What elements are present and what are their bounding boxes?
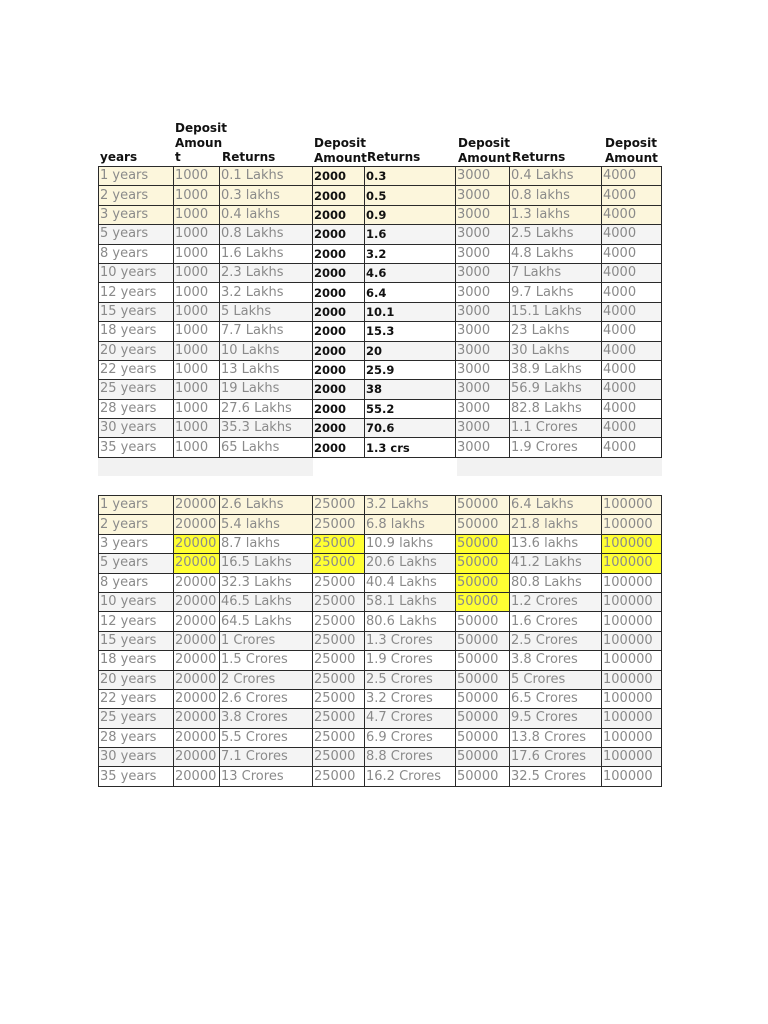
- table-cell: 2000: [313, 283, 365, 302]
- table-row: [99, 592, 662, 611]
- table-cell: 5 Crores: [510, 670, 602, 689]
- table-cell: 4000: [602, 244, 662, 263]
- table-cell: 2000: [313, 263, 365, 282]
- table-cell: 13 Lakhs: [220, 360, 313, 379]
- table-cell: 2.5 Crores: [365, 670, 456, 689]
- table-cell: 1000: [174, 205, 220, 224]
- table-cell: 25000: [313, 651, 365, 670]
- table-cell: 1000: [174, 283, 220, 302]
- table-cell: 2000: [313, 205, 365, 224]
- table-cell: 46.5 Lakhs: [220, 592, 313, 611]
- table-cell: 6.4 Lakhs: [510, 496, 602, 515]
- table-row: [99, 322, 662, 341]
- header-deposit-1-line1: Deposit: [175, 121, 227, 135]
- header-deposit-3-line2: Amount: [458, 150, 511, 165]
- table-cell: 13.6 lakhs: [510, 534, 602, 553]
- table-cell: 20000: [174, 631, 220, 650]
- table-cell: 1.1 Crores: [510, 419, 602, 438]
- table-cell: 21.8 lakhs: [510, 515, 602, 534]
- table-cell: 1000: [174, 360, 220, 379]
- table-cell: 22 years: [99, 689, 174, 708]
- table-cell: 25 years: [99, 709, 174, 728]
- table-cell: 100000: [602, 651, 662, 670]
- table-cell: 100000: [602, 767, 662, 786]
- table-cell: 20000: [174, 573, 220, 592]
- table-cell: 50000: [456, 592, 510, 611]
- table-cell: 0.8 lakhs: [510, 186, 602, 205]
- table-cell: 2000: [313, 167, 365, 186]
- table-cell: 25000: [313, 592, 365, 611]
- table-row: [99, 670, 662, 689]
- table-cell: 50000: [456, 554, 510, 573]
- table-cell: 4.8 Lakhs: [510, 244, 602, 263]
- table-cell: 3000: [456, 244, 510, 263]
- table-cell: 7 Lakhs: [510, 263, 602, 282]
- header-deposit-1-line2: Amoun: [175, 135, 223, 150]
- table-cell: 20000: [174, 709, 220, 728]
- table-cell: 20000: [174, 748, 220, 767]
- table-cell: 19 Lakhs: [220, 380, 313, 399]
- table-cell: 2 Crores: [220, 670, 313, 689]
- table-cell: 1000: [174, 186, 220, 205]
- table-cell: 4000: [602, 322, 662, 341]
- table-cell: 10 years: [99, 592, 174, 611]
- table-cell: 2000: [313, 360, 365, 379]
- table-cell: 3000: [456, 360, 510, 379]
- table-cell: 0.9: [365, 205, 456, 224]
- table-row: [99, 651, 662, 670]
- table-cell: 5.4 lakhs: [220, 515, 313, 534]
- table-cell: 1000: [174, 419, 220, 438]
- table-row: [99, 302, 662, 321]
- table-cell: 1.6 Crores: [510, 612, 602, 631]
- table-cell: 2000: [313, 380, 365, 399]
- table-row: [99, 263, 662, 282]
- table-cell: 2000: [313, 322, 365, 341]
- table-cell: 50000: [456, 612, 510, 631]
- table-cell: 55.2: [365, 399, 456, 418]
- table-cell: 100000: [602, 631, 662, 650]
- table-cell: 25000: [313, 709, 365, 728]
- table-cell: 0.3: [365, 167, 456, 186]
- table-cell: 1000: [174, 302, 220, 321]
- table-cell: 2000: [313, 186, 365, 205]
- table-cell: 2.5 Crores: [510, 631, 602, 650]
- table-cell: 4000: [602, 205, 662, 224]
- table-cell: 100000: [602, 515, 662, 534]
- table-cell: 8 years: [99, 244, 174, 263]
- table-cell: 50000: [456, 728, 510, 747]
- table-cell: 2 years: [99, 515, 174, 534]
- header-deposit-4-line1: Deposit: [605, 136, 657, 150]
- table-cell: 3 years: [99, 534, 174, 553]
- table-cell: 4000: [602, 302, 662, 321]
- table-cell: 100000: [602, 670, 662, 689]
- table-cell: 9.5 Crores: [510, 709, 602, 728]
- table-row: [99, 554, 662, 573]
- table-cell: 17.6 Crores: [510, 748, 602, 767]
- table-cell: 100000: [602, 554, 662, 573]
- table-cell: 25 years: [99, 380, 174, 399]
- table-cell: 3.2: [365, 244, 456, 263]
- header-deposit-2-line2: Amount: [314, 150, 367, 165]
- table-cell: 5 years: [99, 225, 174, 244]
- table-row: [99, 631, 662, 650]
- table-cell: 8.7 lakhs: [220, 534, 313, 553]
- table-cell: 1 Crores: [220, 631, 313, 650]
- table-cell: 80.8 Lakhs: [510, 573, 602, 592]
- table-cell: 3000: [456, 399, 510, 418]
- table-cell: 4000: [602, 225, 662, 244]
- table-cell: 4.7 Crores: [365, 709, 456, 728]
- header-deposit-2-line1: Deposit: [314, 136, 366, 150]
- header-deposit-4: [605, 136, 658, 165]
- table-cell: 30 Lakhs: [510, 341, 602, 360]
- table-row: [99, 167, 662, 186]
- returns-table-large-deposits: [98, 495, 662, 787]
- table-cell: 25000: [313, 728, 365, 747]
- table-cell: 25.9: [365, 360, 456, 379]
- table-cell: 0.5: [365, 186, 456, 205]
- table-cell: 56.9 Lakhs: [510, 380, 602, 399]
- table-cell: 20000: [174, 496, 220, 515]
- table-cell: 4000: [602, 167, 662, 186]
- header-deposit-1-line3: t: [175, 150, 181, 164]
- table-row: [99, 225, 662, 244]
- table-cell: 32.5 Crores: [510, 767, 602, 786]
- header-deposit-3: [458, 136, 511, 165]
- table-row: [99, 360, 662, 379]
- header-returns-3: Returns: [512, 150, 566, 164]
- table-cell: 15 years: [99, 631, 174, 650]
- table-cell: 58.1 Lakhs: [365, 592, 456, 611]
- table-row: [99, 515, 662, 534]
- table-cell: 50000: [456, 651, 510, 670]
- table-cell: 2.5 Lakhs: [510, 225, 602, 244]
- table-cell: 6.8 lakhs: [365, 515, 456, 534]
- table-cell: 15.3: [365, 322, 456, 341]
- table-row: [99, 728, 662, 747]
- table-cell: 64.5 Lakhs: [220, 612, 313, 631]
- table-cell: 1.9 Crores: [510, 438, 602, 457]
- table-cell: 5 years: [99, 554, 174, 573]
- table-cell: 1000: [174, 225, 220, 244]
- table-cell: 3.2 Crores: [365, 689, 456, 708]
- table-cell: 100000: [602, 612, 662, 631]
- table-cell: 100000: [602, 709, 662, 728]
- table-cell: 1000: [174, 244, 220, 263]
- table-cell: 10.1: [365, 302, 456, 321]
- table-cell: 15 years: [99, 302, 174, 321]
- table-cell: 27.6 Lakhs: [220, 399, 313, 418]
- table-cell: 4000: [602, 341, 662, 360]
- table-cell: 20 years: [99, 670, 174, 689]
- table-cell: 30 years: [99, 419, 174, 438]
- blank-band-left: [98, 458, 313, 476]
- table-cell: 3.2 Lakhs: [365, 496, 456, 515]
- table-row: [99, 438, 662, 457]
- table-cell: 6.4: [365, 283, 456, 302]
- table-row: [99, 244, 662, 263]
- table-cell: 4000: [602, 419, 662, 438]
- table-row: [99, 496, 662, 515]
- table-cell: 13.8 Crores: [510, 728, 602, 747]
- table-cell: 35 years: [99, 438, 174, 457]
- table-cell: 3000: [456, 438, 510, 457]
- table-cell: 20000: [174, 554, 220, 573]
- table-cell: 50000: [456, 496, 510, 515]
- table-cell: 10.9 lakhs: [365, 534, 456, 553]
- table-row: [99, 186, 662, 205]
- table-cell: 2000: [313, 225, 365, 244]
- table-cell: 3000: [456, 302, 510, 321]
- table-cell: 1000: [174, 380, 220, 399]
- table-cell: 3000: [456, 341, 510, 360]
- table-cell: 16.2 Crores: [365, 767, 456, 786]
- table-cell: 1.6 Lakhs: [220, 244, 313, 263]
- table-cell: 8 years: [99, 573, 174, 592]
- table-cell: 4000: [602, 263, 662, 282]
- table-cell: 3.8 Crores: [220, 709, 313, 728]
- table-cell: 4000: [602, 283, 662, 302]
- returns-table-small-deposits: [98, 166, 662, 458]
- table-cell: 3000: [456, 419, 510, 438]
- table-cell: 1000: [174, 167, 220, 186]
- table-row: [99, 419, 662, 438]
- table-cell: 4000: [602, 186, 662, 205]
- table-cell: 1000: [174, 322, 220, 341]
- table-cell: 3.8 Crores: [510, 651, 602, 670]
- table-cell: 12 years: [99, 283, 174, 302]
- table-cell: 35 years: [99, 767, 174, 786]
- table-cell: 1 years: [99, 496, 174, 515]
- table-cell: 3000: [456, 283, 510, 302]
- table-cell: 20000: [174, 592, 220, 611]
- table-cell: 10 Lakhs: [220, 341, 313, 360]
- table-cell: 2000: [313, 399, 365, 418]
- table-cell: 28 years: [99, 728, 174, 747]
- table-cell: 7.1 Crores: [220, 748, 313, 767]
- table-cell: 50000: [456, 573, 510, 592]
- table-cell: 2000: [313, 419, 365, 438]
- table-cell: 28 years: [99, 399, 174, 418]
- table-cell: 20000: [174, 670, 220, 689]
- table-cell: 20000: [174, 612, 220, 631]
- table-cell: 1.6: [365, 225, 456, 244]
- table-cell: 3000: [456, 322, 510, 341]
- table-cell: 32.3 Lakhs: [220, 573, 313, 592]
- table-cell: 20000: [174, 728, 220, 747]
- table-row: [99, 399, 662, 418]
- table-cell: 1000: [174, 263, 220, 282]
- table-cell: 3 years: [99, 205, 174, 224]
- table-cell: 2000: [313, 341, 365, 360]
- table-cell: 25000: [313, 573, 365, 592]
- table-cell: 38: [365, 380, 456, 399]
- table-cell: 6.5 Crores: [510, 689, 602, 708]
- table-cell: 0.4 Lakhs: [510, 167, 602, 186]
- table-cell: 100000: [602, 496, 662, 515]
- table-cell: 35.3 Lakhs: [220, 419, 313, 438]
- table-row: [99, 341, 662, 360]
- table-cell: 4000: [602, 399, 662, 418]
- table-cell: 50000: [456, 515, 510, 534]
- table-cell: 25000: [313, 689, 365, 708]
- table-cell: 4000: [602, 360, 662, 379]
- table-cell: 25000: [313, 612, 365, 631]
- table-cell: 25000: [313, 534, 365, 553]
- table-cell: 16.5 Lakhs: [220, 554, 313, 573]
- table-cell: 25000: [313, 554, 365, 573]
- table-cell: 70.6: [365, 419, 456, 438]
- table-cell: 50000: [456, 670, 510, 689]
- table-cell: 20000: [174, 534, 220, 553]
- header-deposit-1: [175, 121, 227, 165]
- table-row: [99, 573, 662, 592]
- table-cell: 3.2 Lakhs: [220, 283, 313, 302]
- table-cell: 2.6 Lakhs: [220, 496, 313, 515]
- table-cell: 2 years: [99, 186, 174, 205]
- table-cell: 0.4 lakhs: [220, 205, 313, 224]
- header-deposit-2: [314, 136, 367, 165]
- table-cell: 82.8 Lakhs: [510, 399, 602, 418]
- blank-band-right: [457, 458, 662, 476]
- table-cell: 38.9 Lakhs: [510, 360, 602, 379]
- table-cell: 30 years: [99, 748, 174, 767]
- table-cell: 100000: [602, 748, 662, 767]
- table-cell: 0.8 Lakhs: [220, 225, 313, 244]
- table-cell: 1.5 Crores: [220, 651, 313, 670]
- table-cell: 23 Lakhs: [510, 322, 602, 341]
- table-cell: 4.6: [365, 263, 456, 282]
- header-returns-1: Returns: [222, 150, 276, 164]
- table-cell: 1.9 Crores: [365, 651, 456, 670]
- table-cell: 7.7 Lakhs: [220, 322, 313, 341]
- table-cell: 80.6 Lakhs: [365, 612, 456, 631]
- table-cell: 100000: [602, 573, 662, 592]
- table-cell: 5.5 Crores: [220, 728, 313, 747]
- table-cell: 50000: [456, 709, 510, 728]
- table-cell: 50000: [456, 767, 510, 786]
- table-cell: 65 Lakhs: [220, 438, 313, 457]
- table-cell: 6.9 Crores: [365, 728, 456, 747]
- table-row: [99, 612, 662, 631]
- table-cell: 1000: [174, 341, 220, 360]
- table-cell: 1.3 lakhs: [510, 205, 602, 224]
- table-cell: 10 years: [99, 263, 174, 282]
- table-cell: 50000: [456, 689, 510, 708]
- table-cell: 2000: [313, 438, 365, 457]
- table-cell: 15.1 Lakhs: [510, 302, 602, 321]
- table-cell: 25000: [313, 631, 365, 650]
- table-cell: 100000: [602, 534, 662, 553]
- table-cell: 50000: [456, 631, 510, 650]
- table-cell: 25000: [313, 496, 365, 515]
- table-row: [99, 709, 662, 728]
- table-cell: 3000: [456, 225, 510, 244]
- table-cell: 2.6 Crores: [220, 689, 313, 708]
- table-cell: 0.1 Lakhs: [220, 167, 313, 186]
- table-cell: 20000: [174, 767, 220, 786]
- table-cell: 25000: [313, 670, 365, 689]
- table-cell: 18 years: [99, 651, 174, 670]
- header-deposit-3-line1: Deposit: [458, 136, 510, 150]
- table-cell: 3000: [456, 167, 510, 186]
- table-row: [99, 534, 662, 553]
- table-cell: 18 years: [99, 322, 174, 341]
- table-row: [99, 748, 662, 767]
- table-cell: 1000: [174, 438, 220, 457]
- table-cell: 0.3 lakhs: [220, 186, 313, 205]
- table-cell: 4000: [602, 380, 662, 399]
- table-row: [99, 205, 662, 224]
- table-cell: 1.3 Crores: [365, 631, 456, 650]
- table-cell: 25000: [313, 767, 365, 786]
- table-cell: 8.8 Crores: [365, 748, 456, 767]
- table-row: [99, 283, 662, 302]
- table-cell: 20000: [174, 515, 220, 534]
- table-cell: 20 years: [99, 341, 174, 360]
- table-cell: 5 Lakhs: [220, 302, 313, 321]
- table-cell: 41.2 Lakhs: [510, 554, 602, 573]
- header-returns-2: Returns: [367, 150, 421, 164]
- table-cell: 40.4 Lakhs: [365, 573, 456, 592]
- table-cell: 100000: [602, 728, 662, 747]
- table-cell: 20.6 Lakhs: [365, 554, 456, 573]
- header-deposit-4-line2: Amount: [605, 150, 658, 165]
- table-cell: 1 years: [99, 167, 174, 186]
- table-row: [99, 380, 662, 399]
- table-cell: 1.2 Crores: [510, 592, 602, 611]
- table-cell: 1000: [174, 399, 220, 418]
- table-cell: 100000: [602, 689, 662, 708]
- table-cell: 1.3 crs: [365, 438, 456, 457]
- header-years: years: [100, 150, 138, 164]
- table-cell: 13 Crores: [220, 767, 313, 786]
- table-cell: 25000: [313, 515, 365, 534]
- table-cell: 4000: [602, 438, 662, 457]
- table-cell: 20000: [174, 689, 220, 708]
- table-cell: 100000: [602, 592, 662, 611]
- table-cell: 9.7 Lakhs: [510, 283, 602, 302]
- table-cell: 3000: [456, 186, 510, 205]
- table-cell: 20: [365, 341, 456, 360]
- table-cell: 2000: [313, 302, 365, 321]
- table-cell: 3000: [456, 205, 510, 224]
- table-row: [99, 689, 662, 708]
- table-cell: 50000: [456, 534, 510, 553]
- table-cell: 20000: [174, 651, 220, 670]
- table-row: [99, 767, 662, 786]
- table-cell: 2000: [313, 244, 365, 263]
- table-cell: 22 years: [99, 360, 174, 379]
- table-cell: 3000: [456, 380, 510, 399]
- table-cell: 2.3 Lakhs: [220, 263, 313, 282]
- table-cell: 3000: [456, 263, 510, 282]
- table-cell: 12 years: [99, 612, 174, 631]
- table-cell: 50000: [456, 748, 510, 767]
- table-cell: 25000: [313, 748, 365, 767]
